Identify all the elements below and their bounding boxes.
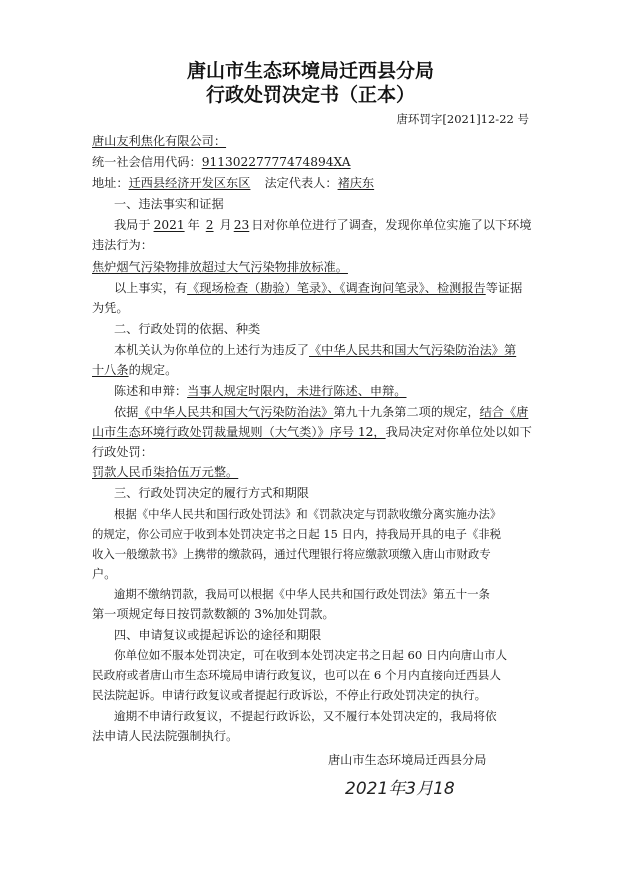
evidence-list: 《现场检查（勘验）笔录》、《调查询问笔录》、检测报告	[187, 281, 486, 295]
document-title-line1: 唐山市生态环境局迁西县分局	[186, 60, 434, 82]
document-number: 唐环罚字[2021]12-22 号	[396, 112, 529, 126]
section4-line5: 法申请人民法院强制执行。	[92, 729, 239, 743]
evidence-line2: 为凭。	[92, 301, 129, 315]
text-run: 陈述和申辩：	[114, 384, 188, 398]
defense-line	[114, 383, 532, 399]
legal-rep-label: 法定代表人：	[264, 176, 338, 190]
issue-date-handwritten: 2021年3月18	[345, 779, 455, 799]
issuing-authority: 唐山市生态环境局迁西县分局	[328, 753, 487, 767]
rule-law: 《中华人民共和国大气污染防治法》	[138, 405, 334, 419]
text-run: 等证据	[485, 281, 523, 295]
violation-text: 焦炉烟气污染物排放超过大气污染物排放标准。	[92, 260, 348, 274]
section1-heading: 一、违法事实和证据	[114, 197, 224, 211]
basis-article: 十八条	[92, 363, 129, 377]
text-run: 本机关认为你单位的上述行为违反了	[114, 343, 309, 357]
rule-line	[114, 404, 532, 420]
section4-heading: 四、申请复议或提起诉讼的途径和期限	[114, 628, 322, 642]
rule-line2	[92, 424, 532, 440]
section4-line4: 逾期不申请行政复议，不提起行政诉讼，又不履行本处罚决定的，我局将依	[114, 709, 497, 723]
text-run: 日对你单位进行了调查，发现你单位实施了以下环境	[251, 218, 532, 232]
section3-heading: 三、行政处罚决定的履行方式和期限	[114, 486, 309, 500]
section3-line3: 收入一般缴款书》上携带的缴款码，通过代理银行将应缴款项缴入唐山市财政专	[92, 547, 491, 561]
section4-line1: 你单位如不服本处罚决定，可在收到本处罚决定书之日起 60 日内向唐山市人	[114, 648, 508, 662]
section1-line2: 违法行为：	[92, 238, 153, 252]
section2-heading: 二、行政处罚的依据、种类	[114, 322, 261, 336]
address: 迁西县经济开发区东区	[128, 176, 251, 190]
text-run: 的规定。	[128, 363, 178, 377]
inspection-day: 23	[233, 218, 250, 232]
evidence-line	[114, 280, 532, 296]
credit-code-line	[92, 154, 532, 170]
basis-line	[114, 342, 532, 358]
rule-ref-start: 结合《唐	[479, 405, 529, 419]
section3-line6: 第一项规定每日按罚款数额的 3%加处罚款。	[92, 607, 335, 621]
basis-line2	[92, 362, 532, 378]
rule-ref: 山市生态环境行政处罚裁量规则（大气类）》序号 12，	[92, 425, 386, 439]
text-run: 年	[187, 218, 200, 232]
document-title-line2: 行政处罚决定书（正本）	[205, 84, 415, 106]
credit-code-label: 统一社会信用代码：	[92, 155, 202, 169]
text-run: 我局于	[114, 218, 151, 232]
text-run: 我局决定对你单位处以如下	[385, 425, 532, 439]
credit-code: 91130227777474894XA	[201, 155, 351, 169]
section4-line3: 民法院起诉。申请行政复议或者提起行政诉讼，不停止行政处罚决定的执行。	[92, 688, 487, 702]
party-name: 唐山友利焦化有限公司：	[92, 134, 227, 148]
inspection-month: 2	[205, 218, 214, 232]
address-label: 地址：	[92, 176, 129, 190]
text-run: 第九十九条第二项的规定，	[333, 405, 480, 419]
address-line	[92, 175, 532, 191]
defense-text: 当事人规定时限内，未进行陈述、申辩。	[187, 384, 407, 398]
section3-line2: 的规定，你公司应于收到本处罚决定书之日起 15 日内，持我局开具的电子《非税	[92, 527, 502, 541]
section3-line5: 逾期不缴纳罚款，我局可以根据《中华人民共和国行政处罚法》第五十一条	[114, 587, 490, 601]
rule-line3: 行政处罚：	[92, 445, 153, 459]
basis-law: 《中华人民共和国大气污染防治法》第	[309, 343, 517, 357]
inspection-year: 2021	[153, 218, 185, 232]
legal-rep: 褚庆东	[337, 176, 375, 190]
text-run: 月	[219, 218, 232, 232]
penalty-amount: 罚款人民币柒拾伍万元整。	[92, 465, 239, 479]
section3-line1: 根据《中华人民共和国行政处罚法》和《罚款决定与罚款收缴分离实施办法》	[114, 507, 502, 521]
section4-line2: 民政府或者唐山市生态环境局申请行政复议，也可以在 6 个月内直接向迁西县人	[92, 668, 501, 682]
section3-line4: 户。	[92, 567, 117, 581]
section1-line1	[114, 217, 532, 233]
text-run: 依据	[114, 405, 139, 419]
text-run: 以上事实，有	[114, 281, 188, 295]
